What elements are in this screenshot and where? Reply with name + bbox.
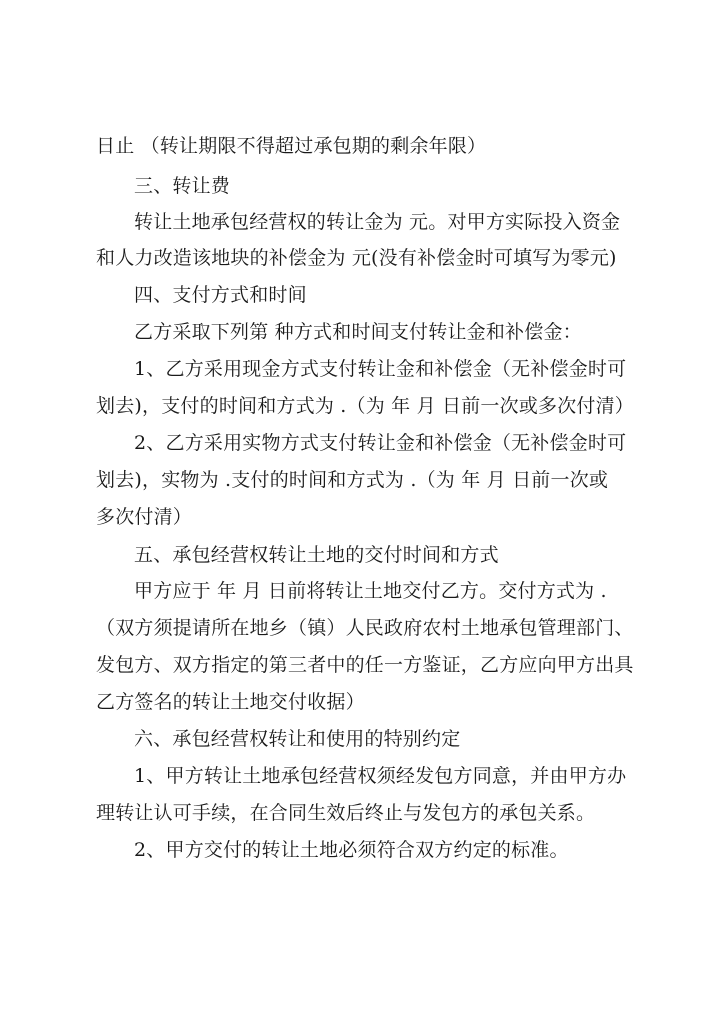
text-line: 划去)，实物为 .支付的时间和方式为 .（为 年 月 日前一次或 [96, 469, 609, 491]
text-line: 1、甲方转让土地承包经营权须经发包方同意，并由甲方办 [134, 765, 627, 787]
section-heading: 三、转让费 [134, 175, 231, 197]
text-line: 日止 （转让期限不得超过承包期的剩余年限） [96, 135, 487, 157]
text-line: 转让土地承包经营权的转让金为 元。对甲方实际投入资金 [134, 211, 621, 233]
text-line: 理转让认可手续，在合同生效后终止与发包方的承包关系。 [96, 802, 596, 824]
text-line: 甲方应于 年 月 日前将转让土地交付乙方。交付方式为 . [134, 580, 607, 602]
text-line: 乙方采取下列第 种方式和时间支付转让金和补偿金： [134, 321, 582, 343]
text-line: 2、甲方交付的转让土地必须符合双方约定的标准。 [134, 839, 569, 861]
text-line: 2、乙方采用实物方式支付转让金和补偿金（无补偿金时可 [134, 432, 627, 454]
section-heading: 五、承包经营权转让土地的交付时间和方式 [134, 544, 499, 566]
text-line: 划去)，支付的时间和方式为 .（为 年 月 日前一次或多次付清） [96, 395, 635, 417]
section-heading: 六、承包经营权转让和使用的特别约定 [134, 728, 461, 750]
text-line: 1、乙方采用现金方式支付转让金和补偿金（无补偿金时可 [134, 358, 627, 380]
text-line: 乙方签名的转让土地交付收据） [96, 691, 365, 713]
text-line: 和人力改造该地块的补偿金为 元(没有补偿金时可填写为零元) [96, 247, 617, 269]
section-heading: 四、支付方式和时间 [134, 284, 307, 306]
text-line: （双方须提请所在地乡（镇）人民政府农村土地承包管理部门、 [96, 617, 634, 639]
text-line: 多次付清） [96, 506, 193, 528]
text-line: 发包方、双方指定的第三者中的任一方鉴证，乙方应向甲方出具 [96, 654, 634, 676]
